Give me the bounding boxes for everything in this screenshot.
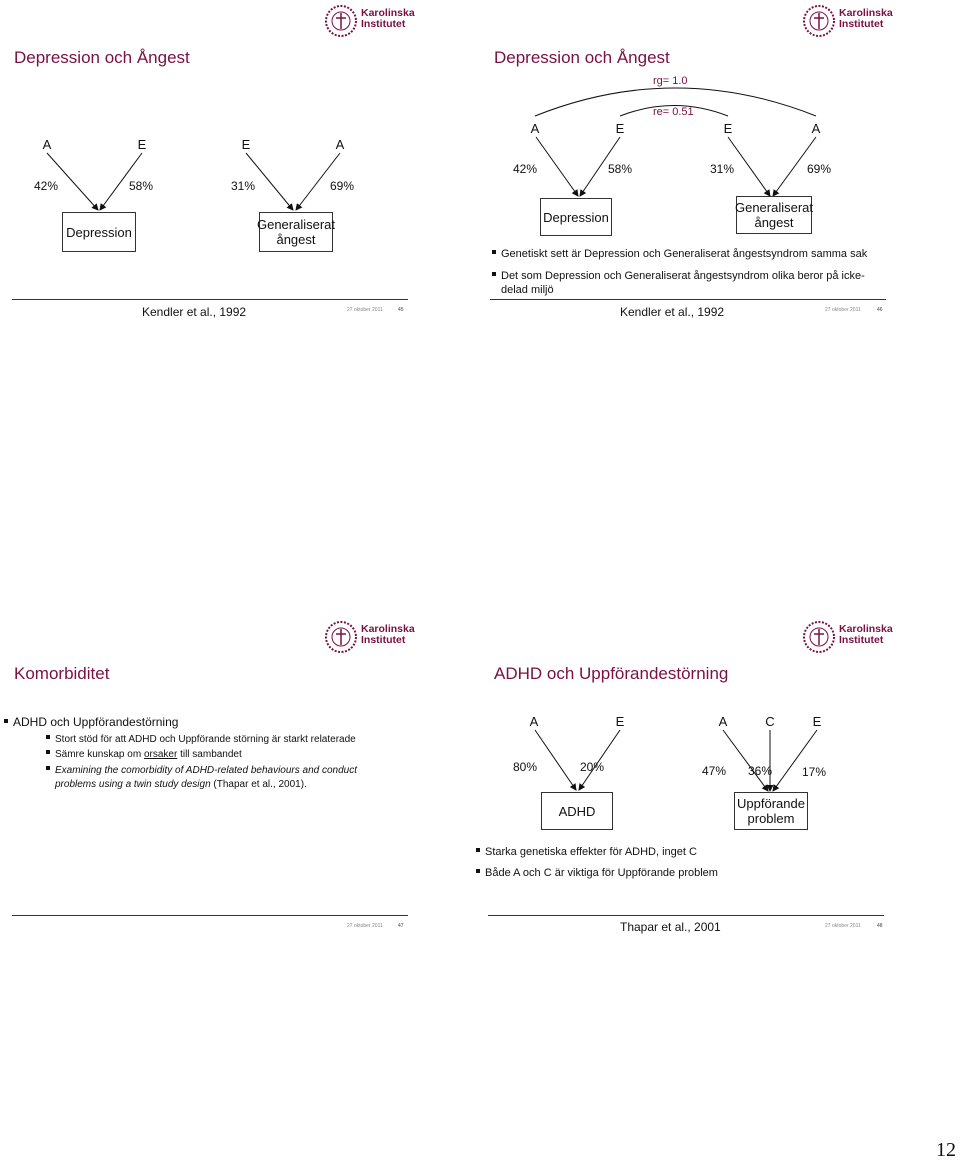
slide-title: Depression och Ångest <box>14 48 190 67</box>
re-label: re= 0.51 <box>653 106 694 118</box>
slide-48 <box>480 616 958 934</box>
uppforande-problem-box: Uppförande problem <box>734 792 808 830</box>
pct-label: 31% <box>710 162 735 176</box>
pct-label: 58% <box>129 179 154 193</box>
footer-rule <box>12 299 408 300</box>
citation: Kendler et al., 1992 <box>142 305 247 319</box>
node-a1: A <box>530 121 540 136</box>
karolinska-logo: Karolinska Institutet <box>324 4 414 40</box>
pct-label: 69% <box>807 162 832 176</box>
karolinska-seal-icon <box>324 620 358 654</box>
node-a-conduct: A <box>718 714 728 729</box>
bullet-square-icon <box>492 250 496 254</box>
pct-label: 36% <box>748 764 773 778</box>
pct-label: 80% <box>513 760 538 774</box>
depression-box: Depression <box>62 212 136 252</box>
bullet-square-icon <box>46 766 50 770</box>
bullet-item: Genetiskt sett är Depression och Generaliserat ångestsyndrom samma sak <box>492 247 867 261</box>
citation: Kendler et al., 1992 <box>620 305 725 319</box>
footer-date: 27 oktober 2011 <box>347 923 383 929</box>
adhd-box: ADHD <box>541 792 613 830</box>
footer-slide-number: 47 <box>398 923 404 929</box>
slide-title: Komorbiditet <box>14 664 110 683</box>
pct-label: 47% <box>702 764 727 778</box>
node-e2: E <box>241 137 251 152</box>
bullet-square-icon <box>4 719 8 723</box>
node-e2: E <box>723 121 733 136</box>
sub-bullet: Examining the comorbidity of ADHD-related behaviours and conduct problems using a twin study design (Thapar et al., 2001). <box>46 764 357 792</box>
node-e-adhd: E <box>615 714 625 729</box>
footer-slide-number: 45 <box>398 307 404 313</box>
generaliserat-angest-box: Generaliserat ångest <box>736 196 812 234</box>
slide-title: ADHD och Uppförandestörning <box>494 664 729 683</box>
bullet-item: Både A och C är viktiga för Uppförande problem <box>476 866 718 880</box>
generaliserat-angest-box: Generaliserat ångest <box>259 212 333 252</box>
node-e-conduct: E <box>812 714 822 729</box>
footer-date: 27 oktober 2011 <box>825 307 861 313</box>
pct-label: 42% <box>513 162 538 176</box>
node-a1: A <box>42 137 52 152</box>
slide-46 <box>480 0 958 319</box>
node-a2: A <box>811 121 821 136</box>
footer-date: 27 oktober 2011 <box>347 307 383 313</box>
slide-47 <box>0 616 478 929</box>
bullet-square-icon <box>476 869 480 873</box>
pct-label: 20% <box>580 760 605 774</box>
footer-date: 27 oktober 2011 <box>825 923 861 929</box>
depression-box: Depression <box>540 198 612 236</box>
sub-bullet: Stort stöd för att ADHD och Uppförande störning är starkt relaterade <box>46 733 356 747</box>
footer-rule <box>12 915 408 916</box>
main-bullet: ADHD och Uppförandestörning <box>4 715 178 729</box>
slide-title: Depression och Ångest <box>494 48 670 67</box>
orsaker-link[interactable]: orsaker <box>143 749 178 760</box>
bullet-square-icon <box>46 750 50 754</box>
node-e1: E <box>137 137 147 152</box>
node-a-adhd: A <box>529 714 539 729</box>
rg-label: rg= 1.0 <box>653 75 688 87</box>
bullet-square-icon <box>46 735 50 739</box>
pct-label: 17% <box>802 765 827 779</box>
pct-label: 31% <box>231 179 256 193</box>
bullet-square-icon <box>476 848 480 852</box>
page-number: 12 <box>936 1139 956 1161</box>
karolinska-logo: Karolinska Institutet <box>802 620 892 656</box>
bullet-item: Det som Depression och Generaliserat ångestsyndrom olika beror på icke- delad miljö <box>492 269 865 297</box>
citation: Thapar et al., 2001 <box>620 920 721 934</box>
footer-slide-number: 48 <box>877 923 883 929</box>
footer-rule <box>488 915 884 916</box>
slide-45 <box>0 0 478 319</box>
node-a2: A <box>335 137 345 152</box>
node-c-conduct: C <box>765 714 775 729</box>
footer-rule <box>490 299 886 300</box>
node-e1: E <box>615 121 625 136</box>
footer-slide-number: 46 <box>877 307 883 313</box>
karolinska-logo: Karolinska Institutet <box>802 4 892 40</box>
bullet-item: Starka genetiska effekter för ADHD, inget C <box>476 845 697 859</box>
pct-label: 69% <box>330 179 355 193</box>
pct-label: 58% <box>608 162 633 176</box>
pct-label: 42% <box>34 179 59 193</box>
karolinska-logo: Karolinska Institutet <box>324 620 414 656</box>
bullet-square-icon <box>492 272 496 276</box>
sub-bullet: Sämre kunskap om orsaker till sambandet <box>46 748 242 762</box>
